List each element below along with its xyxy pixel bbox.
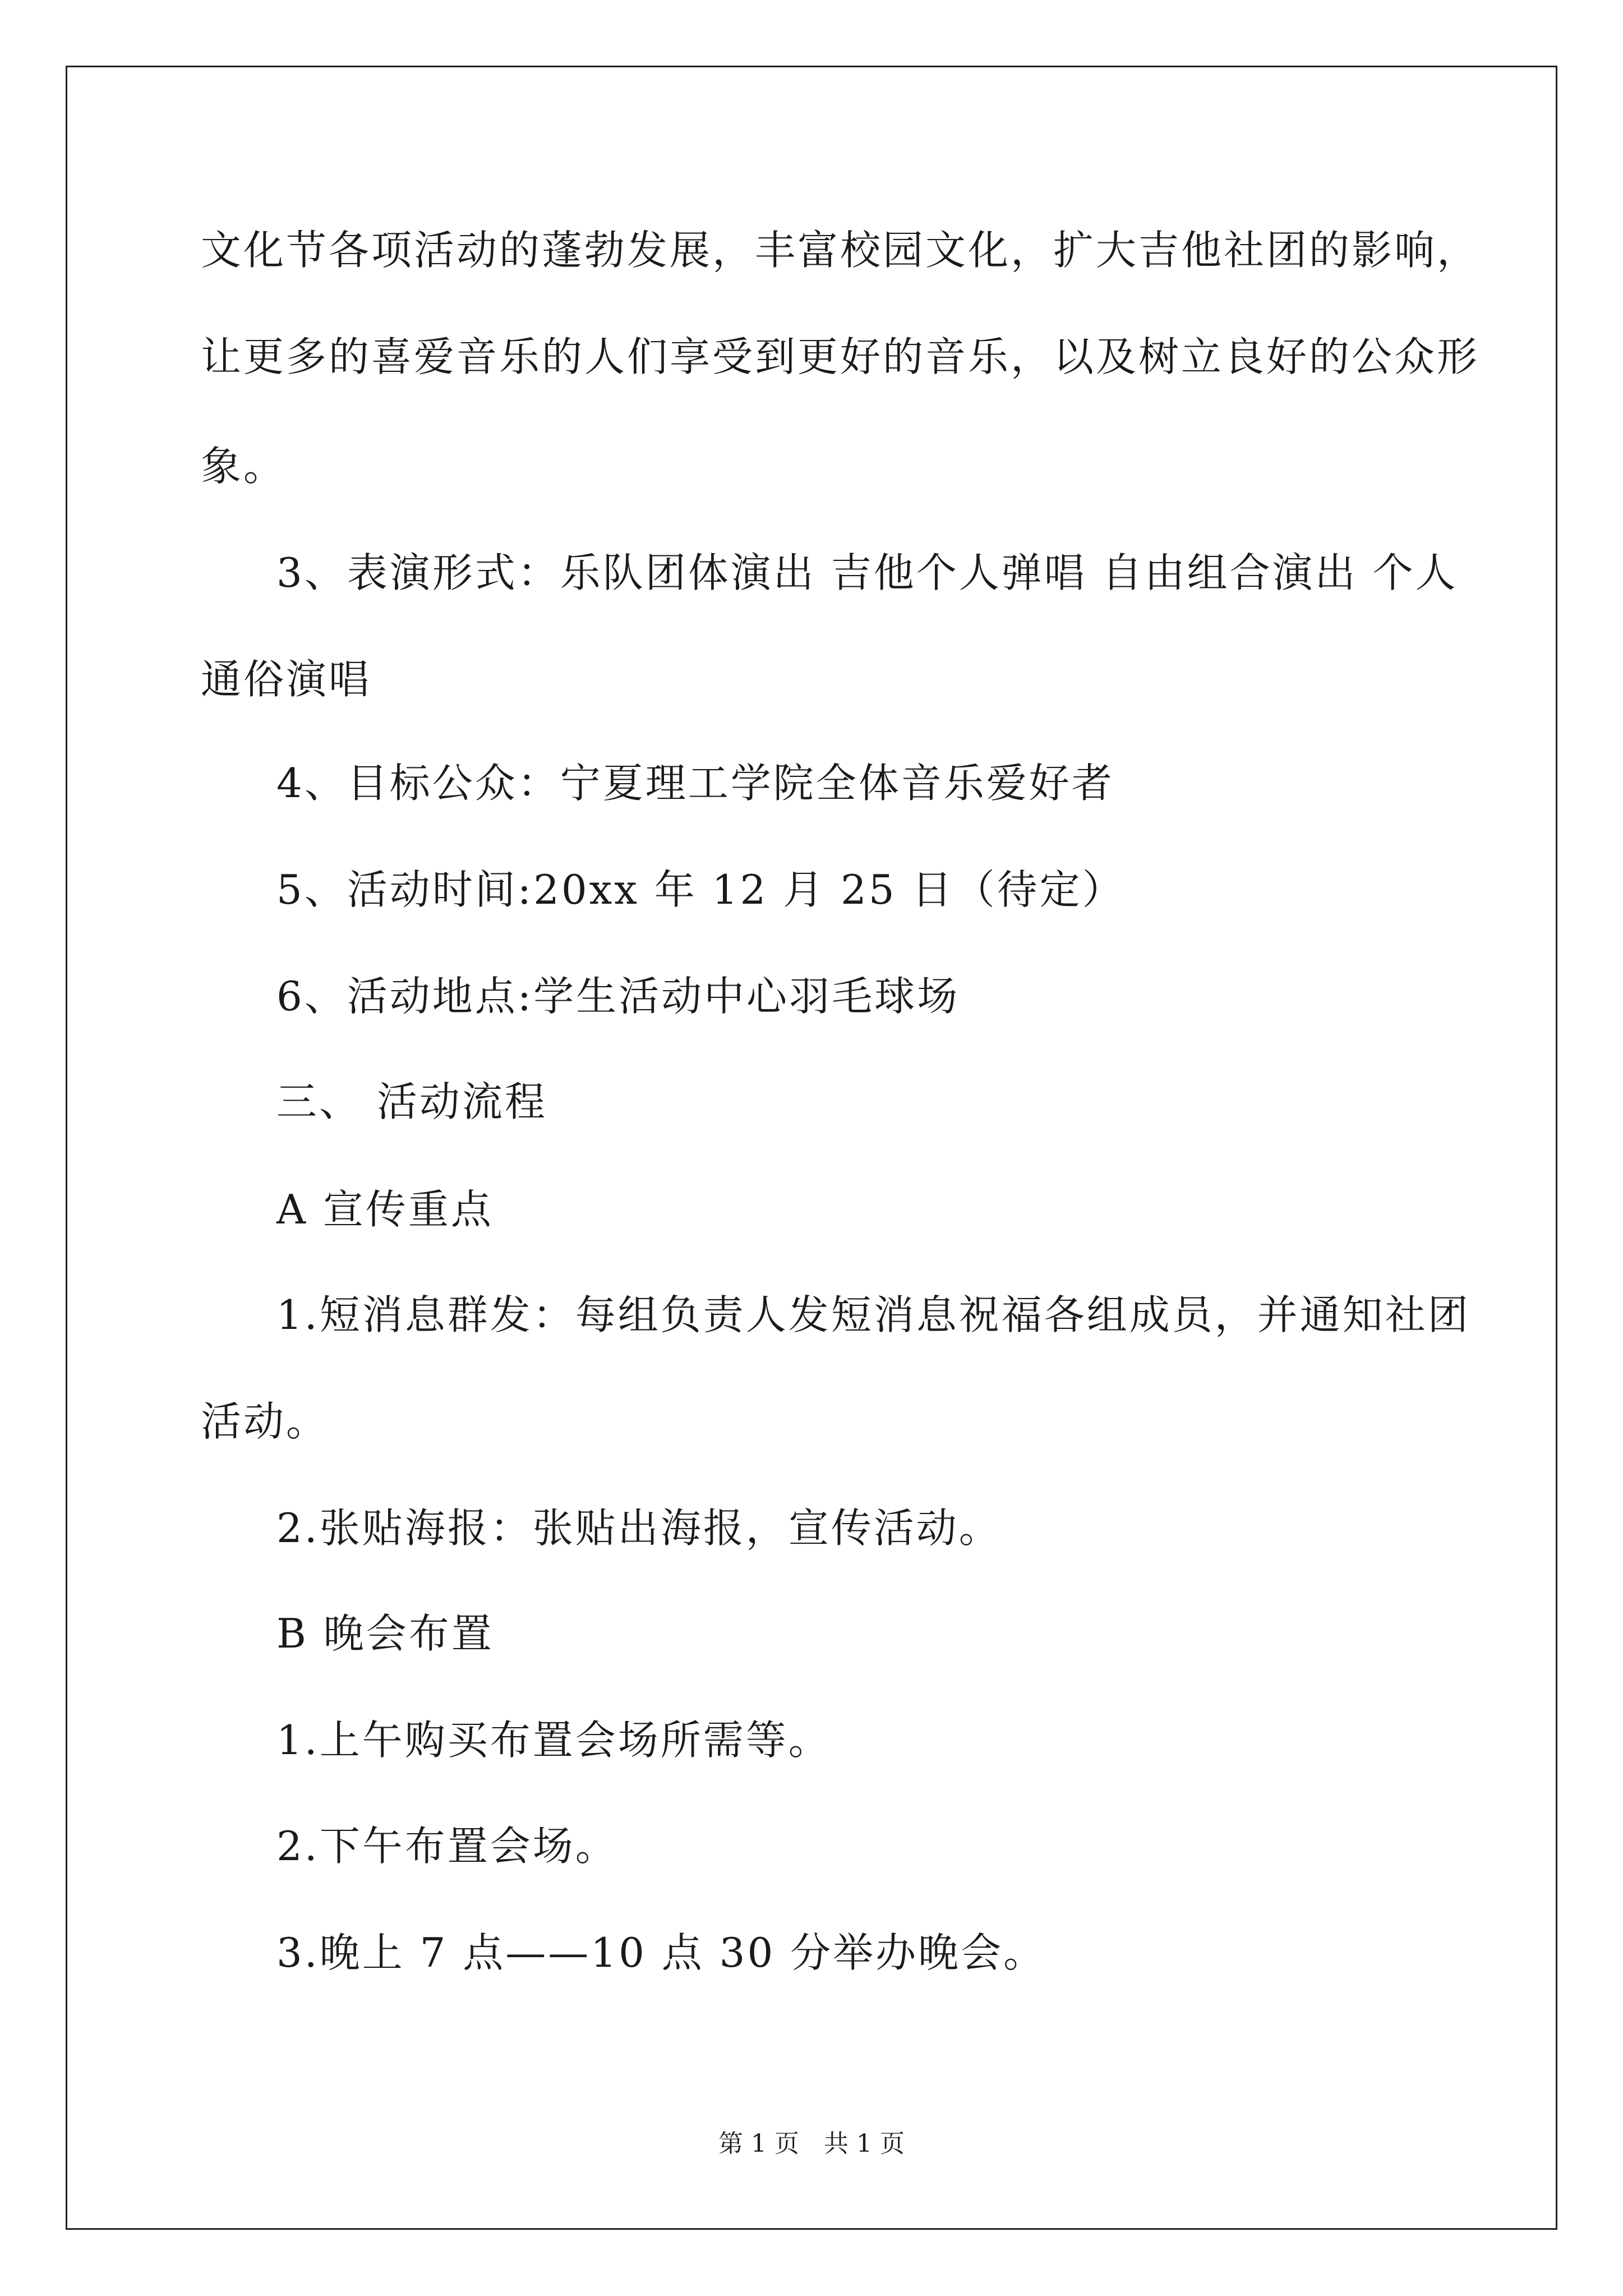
text-line: 3、表演形式：乐队团体演出 吉他个人弹唱 自由组合演出 个人 — [276, 549, 1458, 596]
text-line: 让更多的喜爱音乐的人们享受到更好的音乐，以及树立良好的公众形 — [201, 333, 1480, 380]
subsection-heading: A 宣传重点 — [276, 1186, 494, 1233]
text-line: 象。 — [201, 443, 287, 490]
text-line: 2.张贴海报：张贴出海报，宣传活动。 — [276, 1504, 1002, 1552]
text-line: 5、活动时间:20xx 年 12 月 25 日（待定） — [276, 866, 1125, 913]
text-line: 1.短消息群发：每组负责人发短消息祝福各组成员，并通知社团 — [276, 1291, 1470, 1338]
text-line: 3.晚上 7 点——10 点 30 分举办晚会。 — [276, 1929, 1046, 1976]
text-line: 6、活动地点:学生活动中心羽毛球场 — [276, 973, 960, 1020]
text-line: 4、目标公众：宁夏理工学院全体音乐爱好者 — [276, 760, 1114, 807]
text-line: 活动。 — [201, 1398, 329, 1445]
page-number: 第 1 页 共 1 页 — [718, 2129, 905, 2158]
subsection-heading: B 晚会布置 — [276, 1610, 494, 1657]
page-border — [66, 66, 1557, 2230]
text-line: 1.上午购买布置会场所需等。 — [276, 1717, 831, 1764]
text-line: 通俗演唱 — [201, 656, 372, 703]
text-line: 2.下午布置会场。 — [276, 1823, 618, 1870]
text-line: 文化节各项活动的蓬勃发展，丰富校园文化，扩大吉他社团的影响， — [201, 227, 1480, 274]
section-heading: 三、 活动流程 — [276, 1078, 547, 1125]
